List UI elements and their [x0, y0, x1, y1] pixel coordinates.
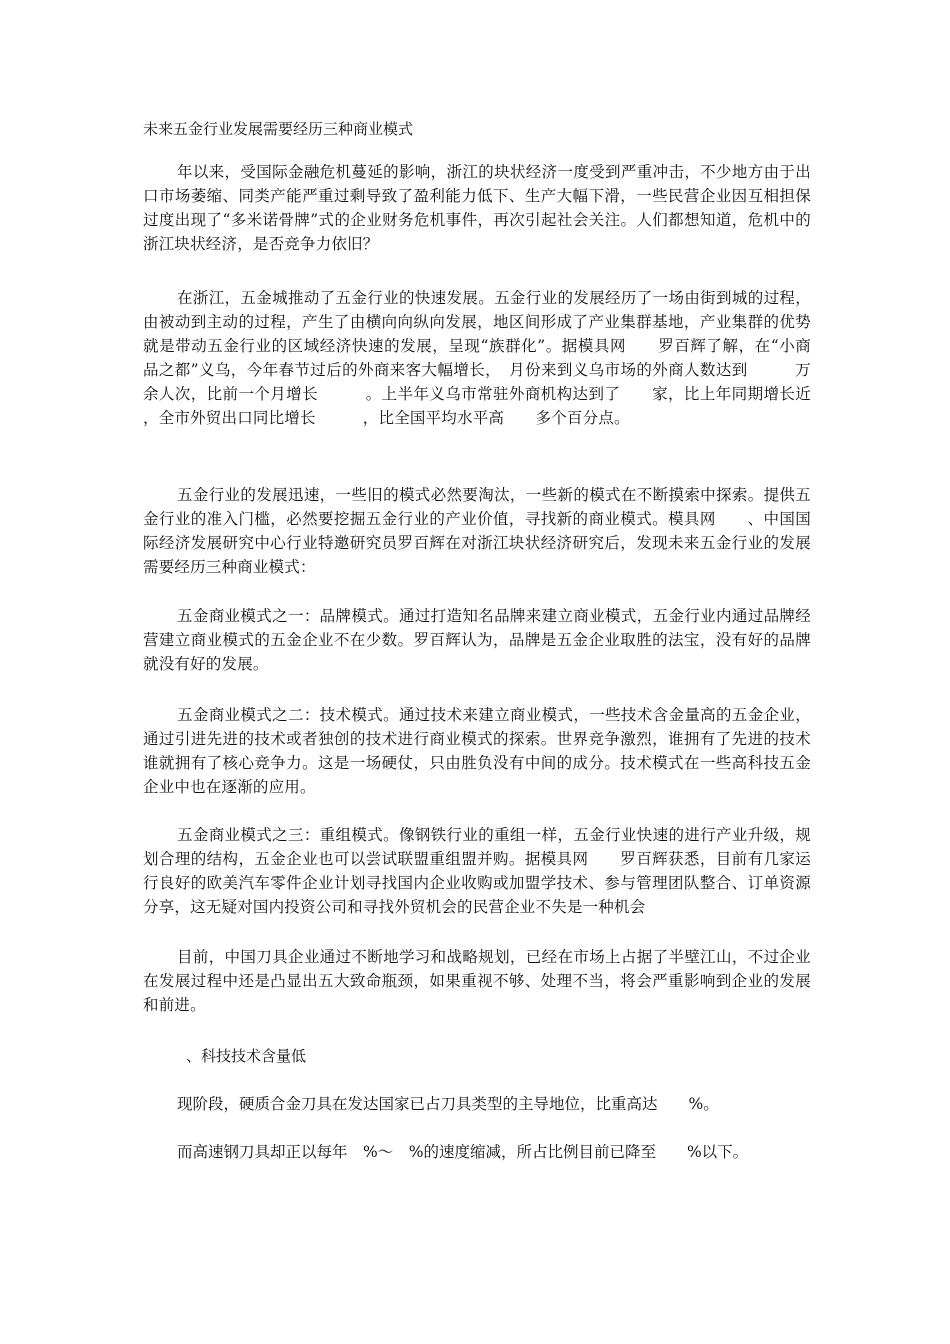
text-line-hss: 而高速钢刀具却正以每年 %～ %的速度缩减，所占比例目前已降至 %以下。	[177, 1143, 749, 1161]
paragraph-brand-model: 五金商业模式之一：品牌模式。通过打造知名品牌来建立商业模式，五金行业内通过品牌经营建立商业模式的五金企业不在少数。罗百辉认为，品牌是五金企业取胜的法宝，没有好的品牌就没有好的发展。	[143, 607, 811, 673]
paragraph-tool-industry: 目前，中国刀具企业通过不断地学习和战略规划，已经在市场上占据了半壁江山，不过企业在发展过程中还是凸显出五大致命瓶颈，如果重视不够、处理不当，将会严重影响到企业的发展和前进。	[143, 948, 811, 1014]
list-heading-low-tech: 、科技技术含量低	[186, 1047, 307, 1065]
document-title: 未来五金行业发展需要经历三种商业模式	[143, 120, 414, 138]
text-line-carbide: 现阶段，硬质合金刀具在发达国家已占刀具类型的主导地位，比重高达 %。	[177, 1095, 719, 1113]
paragraph-intro: 年以来，受国际金融危机蔓延的影响，浙江的块状经济一度受到严重冲击，不少地方由于出口市场萎缩、同类产能严重过剩导致了盈利能力低下、生产大幅下滑，一些民营企业因互相担保过度出现了“多米诺骨牌”式的企业财务危机事件，再次引起社会关注。人们都想知道，危机中的浙江块状经济，是否竞争力依旧？	[143, 163, 811, 253]
paragraph-restructure-model: 五金商业模式之三：重组模式。像钢铁行业的重组一样，五金行业快速的进行产业升级，规划合理的结构，五金企业也可以尝试联盟重组盟并购。据模具网 罗百辉获悉，目前有几家运行良好的欧美汽车零件企业计划寻找国内企业收购或加盟学技术、参与管理团队整合、订单资源分享，这无疑对国内投资公司和寻找外贸机会的民营企业不失是一种机会	[143, 826, 811, 916]
paragraph-new-models: 五金行业的发展迅速，一些旧的模式必然要淘汰，一些新的模式在不断摸索中探索。提供五金行业的准入门槛，必然要挖掘五金行业的产业价值，寻找新的商业模式。模具网 、中国国际经济发展研究中心行业特邀研究员罗百辉在对浙江块状经济研究后，发现未来五金行业的发展需要经历三种商业模式：	[143, 486, 811, 576]
paragraph-tech-model: 五金商业模式之二：技术模式。通过技术来建立商业模式，一些技术含金量高的五金企业，通过引进先进的技术或者独创的技术进行商业模式的探索。世界竞争激烈，谁拥有了先进的技术谁就拥有了核心竞争力。这是一场硬仗，只由胜负没有中间的成分。技术模式在一些高科技五金企业中也在逐渐的应用。	[143, 706, 811, 796]
paragraph-zhejiang: 在浙江，五金城推动了五金行业的快速发展。五金行业的发展经历了一场由街到城的过程，由被动到主动的过程，产生了由横向向纵向发展，地区间形成了产业集群基地，产业集群的优势就是带动五金行业的区域经济快速的发展，呈现“族群化”。据模具网 罗百辉了解，在“小商品之都”义乌，今年春节过后的外商来客大幅增长， 月份来到义乌市场的外商人数达到 万余人次，比前一个月增长 。上半年义乌市常驻外商机构达到了 家，比上年同期增长近 ，全市外贸出口同比增长 ，比全国平均水平高 多个百分点。	[143, 289, 843, 427]
